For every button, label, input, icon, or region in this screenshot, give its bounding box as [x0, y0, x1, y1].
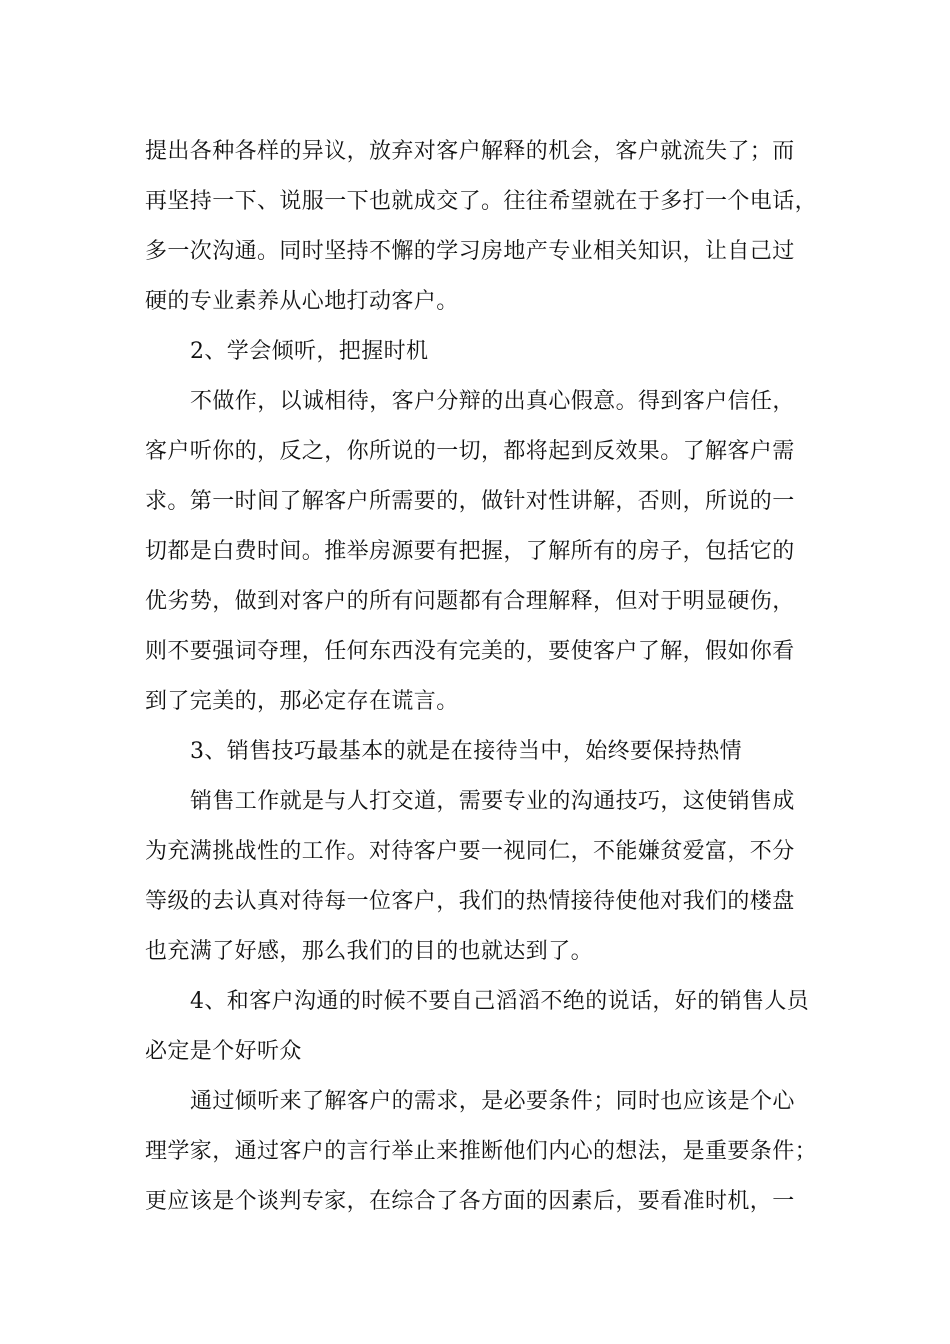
- paragraph-line: 也充满了好感，那么我们的目的也就达到了。: [145, 939, 594, 964]
- paragraph-line: 为充满挑战性的工作。对待客户要一视同仁，不能嫌贫爱富，不分: [145, 839, 795, 864]
- paragraph-line: 求。第一时间了解客户所需要的，做针对性讲解，否则，所说的一: [145, 489, 795, 514]
- paragraph-line: 客户听你的，反之，你所说的一切，都将起到反效果。了解客户需: [145, 439, 795, 464]
- paragraph-line: 切都是白费时间。推举房源要有把握，了解所有的房子，包括它的: [145, 539, 795, 564]
- paragraph-line: 则不要强词夺理，任何东西没有完美的，要使客户了解，假如你看: [145, 639, 795, 664]
- section-heading-2: 2、学会倾听，把握时机: [190, 339, 429, 364]
- paragraph-line: 再坚持一下、说服一下也就成交了。往往希望就在于多打一个电话，: [145, 189, 818, 214]
- paragraph-line: 多一次沟通。同时坚持不懈的学习房地产专业相关知识，让自己过: [145, 239, 795, 264]
- paragraph-line: 销售工作就是与人打交道，需要专业的沟通技巧，这使销售成: [190, 789, 795, 814]
- paragraph-line: 理学家，通过客户的言行举止来推断他们内心的想法，是重要条件；: [145, 1139, 818, 1164]
- paragraph-line: 通过倾听来了解客户的需求，是必要条件；同时也应该是个心: [190, 1089, 795, 1114]
- section-heading-4-continued: 必定是个好听众: [145, 1039, 302, 1064]
- paragraph-line: 优劣势，做到对客户的所有问题都有合理解释，但对于明显硬伤，: [145, 589, 795, 614]
- section-heading-4: 4、和客户沟通的时候不要自己滔滔不绝的说话，好的销售人员: [190, 989, 810, 1014]
- paragraph-line: 提出各种各样的异议，放弃对客户解释的机会，客户就流失了；而: [145, 139, 795, 164]
- paragraph-line: 到了完美的，那必定存在谎言。: [145, 689, 459, 714]
- paragraph-line: 硬的专业素养从心地打动客户。: [145, 289, 459, 314]
- section-heading-3: 3、销售技巧最基本的就是在接待当中，始终要保持热情: [190, 739, 742, 764]
- paragraph-line: 不做作，以诚相待，客户分辩的出真心假意。得到客户信任，: [190, 389, 795, 414]
- paragraph-line: 等级的去认真对待每一位客户，我们的热情接待使他对我们的楼盘: [145, 889, 795, 914]
- paragraph-line: 更应该是个谈判专家，在综合了各方面的因素后，要看准时机，一: [145, 1189, 795, 1214]
